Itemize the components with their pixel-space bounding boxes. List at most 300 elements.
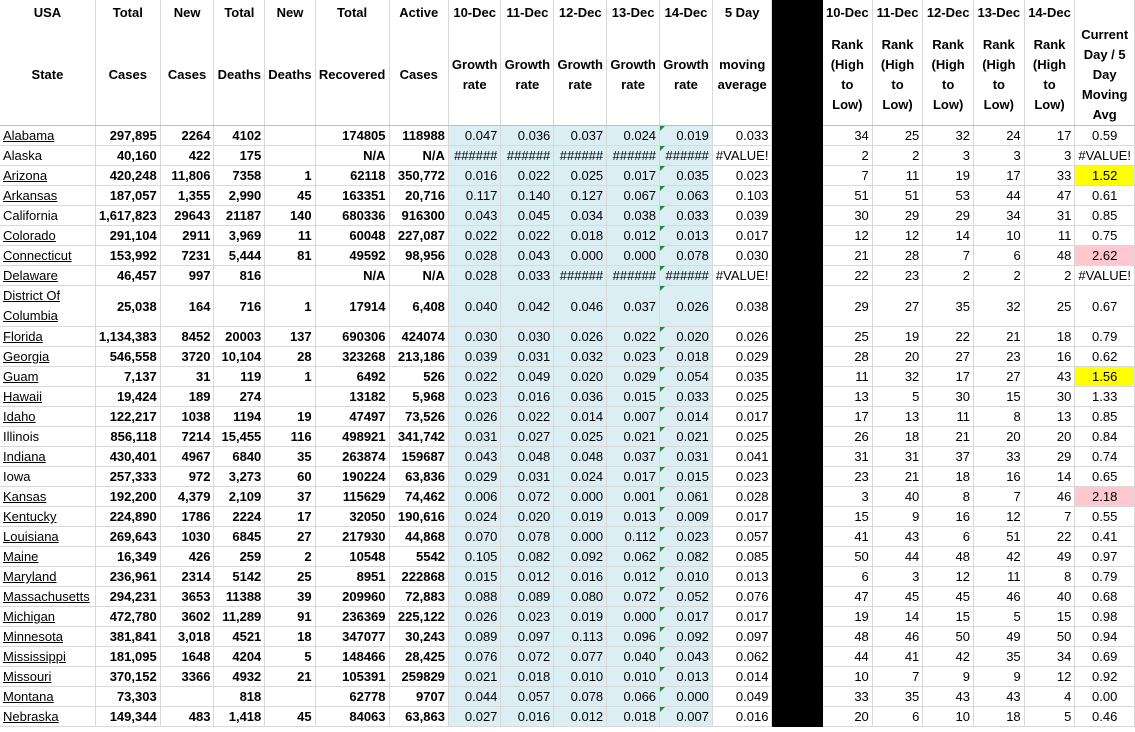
- rank-cell[interactable]: 21: [872, 467, 923, 487]
- growth-rate-cell[interactable]: 0.097: [501, 627, 554, 647]
- new-cases-cell[interactable]: 3720: [160, 347, 214, 367]
- total-cases-cell[interactable]: 381,841: [95, 627, 160, 647]
- growth-rate-cell[interactable]: 0.000: [660, 687, 713, 707]
- moving-average-cell[interactable]: 0.038: [712, 286, 772, 327]
- recovered-cell[interactable]: N/A: [315, 266, 389, 286]
- total-deaths-cell[interactable]: 259: [214, 547, 265, 567]
- total-cases-cell[interactable]: 1,134,383: [95, 327, 160, 347]
- rank-cell[interactable]: 42: [923, 647, 974, 667]
- growth-rate-cell[interactable]: 0.021: [660, 427, 713, 447]
- new-cases-cell[interactable]: 1648: [160, 647, 214, 667]
- header-bottom-cell-12[interactable]: moving average: [712, 25, 772, 126]
- moving-average-cell[interactable]: 0.057: [712, 527, 772, 547]
- growth-rate-cell[interactable]: 0.000: [607, 246, 660, 266]
- divider-column[interactable]: [772, 367, 822, 387]
- new-cases-cell[interactable]: 483: [160, 707, 214, 727]
- header-bottom-cell-15[interactable]: Rank (High to Low): [872, 25, 923, 126]
- rank-cell[interactable]: 44: [872, 547, 923, 567]
- rank-cell[interactable]: 12: [822, 226, 872, 246]
- new-deaths-cell[interactable]: 116: [265, 427, 315, 447]
- rank-cell[interactable]: 21: [973, 327, 1024, 347]
- state-name-cell[interactable]: Nebraska: [0, 707, 95, 727]
- state-name-cell[interactable]: Michigan: [0, 607, 95, 627]
- new-deaths-cell[interactable]: 60: [265, 467, 315, 487]
- total-cases-cell[interactable]: 291,104: [95, 226, 160, 246]
- recovered-cell[interactable]: 62778: [315, 687, 389, 707]
- header-top-cell-1[interactable]: Total: [95, 0, 160, 25]
- rank-cell[interactable]: 29: [1024, 447, 1075, 467]
- state-name-cell[interactable]: Missouri: [0, 667, 95, 687]
- total-cases-cell[interactable]: 1,617,823: [95, 206, 160, 226]
- current-day-ratio-cell[interactable]: 0.94: [1075, 627, 1135, 647]
- rank-cell[interactable]: 49: [1024, 547, 1075, 567]
- growth-rate-cell[interactable]: 0.007: [607, 407, 660, 427]
- rank-cell[interactable]: 46: [872, 627, 923, 647]
- new-deaths-cell[interactable]: [265, 387, 315, 407]
- rank-cell[interactable]: 20: [973, 427, 1024, 447]
- growth-rate-cell[interactable]: 0.025: [554, 427, 607, 447]
- growth-rate-cell[interactable]: 0.022: [448, 226, 501, 246]
- active-cases-cell[interactable]: 159687: [389, 447, 448, 467]
- active-cases-cell[interactable]: 63,836: [389, 467, 448, 487]
- growth-rate-cell[interactable]: 0.036: [501, 126, 554, 146]
- growth-rate-cell[interactable]: 0.026: [448, 407, 501, 427]
- total-cases-cell[interactable]: 187,057: [95, 186, 160, 206]
- header-bottom-cell-1[interactable]: Cases: [95, 25, 160, 126]
- growth-rate-cell[interactable]: 0.016: [554, 567, 607, 587]
- rank-cell[interactable]: 14: [872, 607, 923, 627]
- growth-rate-cell[interactable]: 0.078: [554, 687, 607, 707]
- growth-rate-cell[interactable]: 0.015: [448, 567, 501, 587]
- rank-cell[interactable]: 27: [872, 286, 923, 327]
- moving-average-cell[interactable]: 0.025: [712, 387, 772, 407]
- growth-rate-cell[interactable]: 0.017: [660, 607, 713, 627]
- growth-rate-cell[interactable]: 0.105: [448, 547, 501, 567]
- rank-cell[interactable]: 3: [973, 146, 1024, 166]
- total-deaths-cell[interactable]: 175: [214, 146, 265, 166]
- rank-cell[interactable]: 3: [1024, 146, 1075, 166]
- growth-rate-cell[interactable]: 0.013: [660, 226, 713, 246]
- growth-rate-cell[interactable]: 0.015: [607, 387, 660, 407]
- new-deaths-cell[interactable]: 140: [265, 206, 315, 226]
- total-cases-cell[interactable]: 25,038: [95, 286, 160, 327]
- growth-rate-cell[interactable]: 0.062: [607, 547, 660, 567]
- divider-column[interactable]: [772, 427, 822, 447]
- growth-rate-cell[interactable]: 0.016: [501, 387, 554, 407]
- divider-column[interactable]: [772, 407, 822, 427]
- new-deaths-cell[interactable]: [265, 687, 315, 707]
- new-deaths-cell[interactable]: 45: [265, 186, 315, 206]
- growth-rate-cell[interactable]: 0.088: [448, 587, 501, 607]
- total-deaths-cell[interactable]: 7358: [214, 166, 265, 186]
- state-name-cell[interactable]: Connecticut: [0, 246, 95, 266]
- growth-rate-cell[interactable]: 0.025: [554, 166, 607, 186]
- growth-rate-cell[interactable]: ######: [554, 266, 607, 286]
- rank-cell[interactable]: 51: [872, 186, 923, 206]
- growth-rate-cell[interactable]: 0.057: [501, 687, 554, 707]
- active-cases-cell[interactable]: 916300: [389, 206, 448, 226]
- new-deaths-cell[interactable]: [265, 146, 315, 166]
- state-name-cell[interactable]: Kentucky: [0, 507, 95, 527]
- rank-cell[interactable]: 23: [872, 266, 923, 286]
- header-top-cell-4[interactable]: New: [265, 0, 315, 25]
- rank-cell[interactable]: 23: [822, 467, 872, 487]
- divider-column[interactable]: [772, 587, 822, 607]
- growth-rate-cell[interactable]: 0.022: [501, 407, 554, 427]
- current-day-ratio-cell[interactable]: 0.41: [1075, 527, 1135, 547]
- new-deaths-cell[interactable]: 5: [265, 647, 315, 667]
- header-top-cell-0[interactable]: USA: [0, 0, 95, 25]
- new-deaths-cell[interactable]: 45: [265, 707, 315, 727]
- rank-cell[interactable]: 18: [923, 467, 974, 487]
- new-deaths-cell[interactable]: 25: [265, 567, 315, 587]
- active-cases-cell[interactable]: N/A: [389, 266, 448, 286]
- growth-rate-cell[interactable]: 0.027: [501, 427, 554, 447]
- growth-rate-cell[interactable]: 0.028: [448, 246, 501, 266]
- rank-cell[interactable]: 7: [973, 487, 1024, 507]
- divider-column[interactable]: [772, 387, 822, 407]
- rank-cell[interactable]: 43: [973, 687, 1024, 707]
- growth-rate-cell[interactable]: 0.076: [448, 647, 501, 667]
- recovered-cell[interactable]: 498921: [315, 427, 389, 447]
- growth-rate-cell[interactable]: 0.117: [448, 186, 501, 206]
- moving-average-cell[interactable]: 0.017: [712, 407, 772, 427]
- divider-column[interactable]: [772, 527, 822, 547]
- rank-cell[interactable]: 9: [973, 667, 1024, 687]
- header-top-cell-18[interactable]: 14-Dec: [1024, 0, 1075, 25]
- growth-rate-cell[interactable]: 0.043: [448, 206, 501, 226]
- state-name-cell[interactable]: Alabama: [0, 126, 95, 146]
- recovered-cell[interactable]: 49592: [315, 246, 389, 266]
- new-deaths-cell[interactable]: 21: [265, 667, 315, 687]
- growth-rate-cell[interactable]: 0.043: [448, 447, 501, 467]
- rank-cell[interactable]: 32: [923, 126, 974, 146]
- moving-average-cell[interactable]: 0.030: [712, 246, 772, 266]
- growth-rate-cell[interactable]: 0.024: [607, 126, 660, 146]
- rank-cell[interactable]: 30: [923, 387, 974, 407]
- rank-cell[interactable]: 48: [923, 547, 974, 567]
- growth-rate-cell[interactable]: 0.034: [554, 206, 607, 226]
- state-name-cell[interactable]: Florida: [0, 327, 95, 347]
- new-deaths-cell[interactable]: 2: [265, 547, 315, 567]
- state-name-cell[interactable]: Maine: [0, 547, 95, 567]
- rank-cell[interactable]: 13: [1024, 407, 1075, 427]
- divider-column[interactable]: [772, 667, 822, 687]
- new-deaths-cell[interactable]: 11: [265, 226, 315, 246]
- growth-rate-cell[interactable]: 0.013: [607, 507, 660, 527]
- current-day-ratio-cell[interactable]: 0.62: [1075, 347, 1135, 367]
- growth-rate-cell[interactable]: 0.038: [607, 206, 660, 226]
- growth-rate-cell[interactable]: 0.012: [554, 707, 607, 727]
- moving-average-cell[interactable]: 0.097: [712, 627, 772, 647]
- growth-rate-cell[interactable]: ######: [607, 266, 660, 286]
- rank-cell[interactable]: 16: [1024, 347, 1075, 367]
- growth-rate-cell[interactable]: 0.018: [660, 347, 713, 367]
- growth-rate-cell[interactable]: 0.029: [607, 367, 660, 387]
- recovered-cell[interactable]: 680336: [315, 206, 389, 226]
- growth-rate-cell[interactable]: 0.016: [501, 707, 554, 727]
- rank-cell[interactable]: 12: [973, 507, 1024, 527]
- new-cases-cell[interactable]: 3366: [160, 667, 214, 687]
- header-bottom-cell-6[interactable]: Cases: [389, 25, 448, 126]
- growth-rate-cell[interactable]: 0.035: [660, 166, 713, 186]
- header-bottom-cell-7[interactable]: Growth rate: [448, 25, 501, 126]
- state-name-cell[interactable]: Georgia: [0, 347, 95, 367]
- total-deaths-cell[interactable]: 2,990: [214, 186, 265, 206]
- growth-rate-cell[interactable]: 0.080: [554, 587, 607, 607]
- new-cases-cell[interactable]: 8452: [160, 327, 214, 347]
- new-deaths-cell[interactable]: 27: [265, 527, 315, 547]
- rank-cell[interactable]: 17: [923, 367, 974, 387]
- state-name-cell[interactable]: Colorado: [0, 226, 95, 246]
- total-cases-cell[interactable]: 370,152: [95, 667, 160, 687]
- current-day-ratio-cell[interactable]: 0.85: [1075, 206, 1135, 226]
- rank-cell[interactable]: 22: [923, 327, 974, 347]
- state-name-cell[interactable]: Alaska: [0, 146, 95, 166]
- total-deaths-cell[interactable]: 716: [214, 286, 265, 327]
- active-cases-cell[interactable]: 190,616: [389, 507, 448, 527]
- moving-average-cell[interactable]: 0.014: [712, 667, 772, 687]
- growth-rate-cell[interactable]: 0.024: [554, 467, 607, 487]
- rank-cell[interactable]: 29: [872, 206, 923, 226]
- current-day-ratio-cell[interactable]: 0.61: [1075, 186, 1135, 206]
- growth-rate-cell[interactable]: 0.040: [607, 647, 660, 667]
- growth-rate-cell[interactable]: 0.031: [501, 347, 554, 367]
- rank-cell[interactable]: 35: [872, 687, 923, 707]
- total-deaths-cell[interactable]: 818: [214, 687, 265, 707]
- state-name-cell[interactable]: California: [0, 206, 95, 226]
- rank-cell[interactable]: 19: [923, 166, 974, 186]
- divider-column[interactable]: [772, 507, 822, 527]
- rank-cell[interactable]: 43: [872, 527, 923, 547]
- total-cases-cell[interactable]: 269,643: [95, 527, 160, 547]
- state-name-cell[interactable]: Massachusetts: [0, 587, 95, 607]
- total-deaths-cell[interactable]: 10,104: [214, 347, 265, 367]
- growth-rate-cell[interactable]: 0.043: [501, 246, 554, 266]
- growth-rate-cell[interactable]: 0.047: [448, 126, 501, 146]
- rank-cell[interactable]: 25: [1024, 286, 1075, 327]
- rank-cell[interactable]: 34: [822, 126, 872, 146]
- recovered-cell[interactable]: 263874: [315, 447, 389, 467]
- divider-column[interactable]: [772, 166, 822, 186]
- rank-cell[interactable]: 7: [923, 246, 974, 266]
- recovered-cell[interactable]: 236369: [315, 607, 389, 627]
- divider-column[interactable]: [772, 547, 822, 567]
- header-bottom-cell-17[interactable]: Rank (High to Low): [973, 25, 1024, 126]
- rank-cell[interactable]: 18: [973, 707, 1024, 727]
- new-deaths-cell[interactable]: 1: [265, 166, 315, 186]
- total-cases-cell[interactable]: 192,200: [95, 487, 160, 507]
- state-name-cell[interactable]: Louisiana: [0, 527, 95, 547]
- growth-rate-cell[interactable]: 0.018: [607, 707, 660, 727]
- new-deaths-cell[interactable]: 137: [265, 327, 315, 347]
- total-deaths-cell[interactable]: 5142: [214, 567, 265, 587]
- divider-column[interactable]: [772, 647, 822, 667]
- growth-rate-cell[interactable]: 0.000: [554, 487, 607, 507]
- header-top-cell-14[interactable]: 10-Dec: [822, 0, 872, 25]
- growth-rate-cell[interactable]: ######: [448, 146, 501, 166]
- growth-rate-cell[interactable]: 0.092: [660, 627, 713, 647]
- new-cases-cell[interactable]: 4,379: [160, 487, 214, 507]
- active-cases-cell[interactable]: 6,408: [389, 286, 448, 327]
- growth-rate-cell[interactable]: 0.037: [607, 447, 660, 467]
- new-deaths-cell[interactable]: 37: [265, 487, 315, 507]
- rank-cell[interactable]: 45: [923, 587, 974, 607]
- growth-rate-cell[interactable]: ######: [607, 146, 660, 166]
- recovered-cell[interactable]: 148466: [315, 647, 389, 667]
- growth-rate-cell[interactable]: 0.096: [607, 627, 660, 647]
- growth-rate-cell[interactable]: 0.027: [448, 707, 501, 727]
- growth-rate-cell[interactable]: 0.012: [607, 226, 660, 246]
- new-cases-cell[interactable]: 7231: [160, 246, 214, 266]
- new-cases-cell[interactable]: 426: [160, 547, 214, 567]
- header-top-cell-11[interactable]: 14-Dec: [660, 0, 713, 25]
- growth-rate-cell[interactable]: 0.026: [554, 327, 607, 347]
- rank-cell[interactable]: 2: [872, 146, 923, 166]
- growth-rate-cell[interactable]: ######: [660, 146, 713, 166]
- active-cases-cell[interactable]: 225,122: [389, 607, 448, 627]
- total-deaths-cell[interactable]: 4521: [214, 627, 265, 647]
- growth-rate-cell[interactable]: 0.030: [448, 327, 501, 347]
- rank-cell[interactable]: 25: [872, 126, 923, 146]
- divider-column[interactable]: [772, 447, 822, 467]
- rank-cell[interactable]: 15: [923, 607, 974, 627]
- recovered-cell[interactable]: 32050: [315, 507, 389, 527]
- growth-rate-cell[interactable]: 0.019: [554, 507, 607, 527]
- state-name-cell[interactable]: Mississippi: [0, 647, 95, 667]
- growth-rate-cell[interactable]: 0.066: [607, 687, 660, 707]
- active-cases-cell[interactable]: 5542: [389, 547, 448, 567]
- current-day-ratio-cell[interactable]: 0.55: [1075, 507, 1135, 527]
- growth-rate-cell[interactable]: 0.077: [554, 647, 607, 667]
- current-day-ratio-cell[interactable]: 0.68: [1075, 587, 1135, 607]
- rank-cell[interactable]: 53: [923, 186, 974, 206]
- current-day-ratio-cell[interactable]: 0.74: [1075, 447, 1135, 467]
- growth-rate-cell[interactable]: 0.016: [448, 166, 501, 186]
- rank-cell[interactable]: 21: [822, 246, 872, 266]
- rank-cell[interactable]: 25: [822, 327, 872, 347]
- state-name-cell[interactable]: Delaware: [0, 266, 95, 286]
- header-top-cell-9[interactable]: 12-Dec: [554, 0, 607, 25]
- rank-cell[interactable]: 17: [1024, 126, 1075, 146]
- rank-cell[interactable]: 30: [822, 206, 872, 226]
- recovered-cell[interactable]: 8951: [315, 567, 389, 587]
- new-cases-cell[interactable]: 31: [160, 367, 214, 387]
- rank-cell[interactable]: 9: [872, 507, 923, 527]
- divider-column[interactable]: [772, 246, 822, 266]
- active-cases-cell[interactable]: 28,425: [389, 647, 448, 667]
- growth-rate-cell[interactable]: ######: [501, 146, 554, 166]
- rank-cell[interactable]: 6: [923, 527, 974, 547]
- rank-cell[interactable]: 20: [872, 347, 923, 367]
- state-name-cell[interactable]: Maryland: [0, 567, 95, 587]
- rank-cell[interactable]: 19: [822, 607, 872, 627]
- growth-rate-cell[interactable]: 0.054: [660, 367, 713, 387]
- new-cases-cell[interactable]: 3653: [160, 587, 214, 607]
- state-name-cell[interactable]: Guam: [0, 367, 95, 387]
- moving-average-cell[interactable]: 0.023: [712, 166, 772, 186]
- growth-rate-cell[interactable]: 0.046: [554, 286, 607, 327]
- active-cases-cell[interactable]: 63,863: [389, 707, 448, 727]
- current-day-ratio-cell[interactable]: 0.84: [1075, 427, 1135, 447]
- growth-rate-cell[interactable]: 0.009: [660, 507, 713, 527]
- header-bottom-cell-18[interactable]: Rank (High to Low): [1024, 25, 1075, 126]
- new-deaths-cell[interactable]: 91: [265, 607, 315, 627]
- header-top-cell-19[interactable]: [1075, 0, 1135, 25]
- rank-cell[interactable]: 15: [1024, 607, 1075, 627]
- growth-rate-cell[interactable]: 0.012: [501, 567, 554, 587]
- moving-average-cell[interactable]: #VALUE!: [712, 266, 772, 286]
- rank-cell[interactable]: 11: [923, 407, 974, 427]
- active-cases-cell[interactable]: 227,087: [389, 226, 448, 246]
- total-cases-cell[interactable]: 181,095: [95, 647, 160, 667]
- growth-rate-cell[interactable]: 0.078: [501, 527, 554, 547]
- rank-cell[interactable]: 31: [872, 447, 923, 467]
- rank-cell[interactable]: 42: [973, 547, 1024, 567]
- moving-average-cell[interactable]: 0.016: [712, 707, 772, 727]
- divider-column[interactable]: [772, 206, 822, 226]
- new-cases-cell[interactable]: 189: [160, 387, 214, 407]
- rank-cell[interactable]: 21: [923, 427, 974, 447]
- header-top-cell-8[interactable]: 11-Dec: [501, 0, 554, 25]
- rank-cell[interactable]: 47: [822, 587, 872, 607]
- growth-rate-cell[interactable]: 0.028: [448, 266, 501, 286]
- total-deaths-cell[interactable]: 4204: [214, 647, 265, 667]
- growth-rate-cell[interactable]: 0.082: [660, 547, 713, 567]
- state-name-cell[interactable]: Hawaii: [0, 387, 95, 407]
- rank-cell[interactable]: 26: [822, 427, 872, 447]
- state-name-cell[interactable]: Idaho: [0, 407, 95, 427]
- header-top-cell-15[interactable]: 11-Dec: [872, 0, 923, 25]
- divider-column[interactable]: [772, 487, 822, 507]
- moving-average-cell[interactable]: 0.041: [712, 447, 772, 467]
- divider-column[interactable]: [772, 286, 822, 327]
- total-cases-cell[interactable]: 153,992: [95, 246, 160, 266]
- total-cases-cell[interactable]: 46,457: [95, 266, 160, 286]
- rank-cell[interactable]: 10: [822, 667, 872, 687]
- new-cases-cell[interactable]: 2911: [160, 226, 214, 246]
- total-deaths-cell[interactable]: 2224: [214, 507, 265, 527]
- current-day-ratio-cell[interactable]: 1.56: [1075, 367, 1135, 387]
- rank-cell[interactable]: 49: [973, 627, 1024, 647]
- rank-cell[interactable]: 8: [973, 407, 1024, 427]
- rank-cell[interactable]: 6: [973, 246, 1024, 266]
- growth-rate-cell[interactable]: 0.007: [660, 707, 713, 727]
- total-deaths-cell[interactable]: 3,273: [214, 467, 265, 487]
- current-day-ratio-cell[interactable]: 0.98: [1075, 607, 1135, 627]
- growth-rate-cell[interactable]: 0.045: [501, 206, 554, 226]
- active-cases-cell[interactable]: 424074: [389, 327, 448, 347]
- growth-rate-cell[interactable]: 0.040: [448, 286, 501, 327]
- moving-average-cell[interactable]: 0.025: [712, 427, 772, 447]
- total-cases-cell[interactable]: 16,349: [95, 547, 160, 567]
- rank-cell[interactable]: 34: [973, 206, 1024, 226]
- total-cases-cell[interactable]: 122,217: [95, 407, 160, 427]
- moving-average-cell[interactable]: 0.085: [712, 547, 772, 567]
- active-cases-cell[interactable]: 526: [389, 367, 448, 387]
- divider-column[interactable]: [772, 687, 822, 707]
- total-cases-cell[interactable]: 224,890: [95, 507, 160, 527]
- rank-cell[interactable]: 22: [1024, 527, 1075, 547]
- moving-average-cell[interactable]: 0.029: [712, 347, 772, 367]
- new-cases-cell[interactable]: 11,806: [160, 166, 214, 186]
- rank-cell[interactable]: 18: [1024, 327, 1075, 347]
- moving-average-cell[interactable]: 0.013: [712, 567, 772, 587]
- rank-cell[interactable]: 27: [973, 367, 1024, 387]
- total-cases-cell[interactable]: 40,160: [95, 146, 160, 166]
- total-cases-cell[interactable]: 7,137: [95, 367, 160, 387]
- header-top-cell-5[interactable]: Total: [315, 0, 389, 25]
